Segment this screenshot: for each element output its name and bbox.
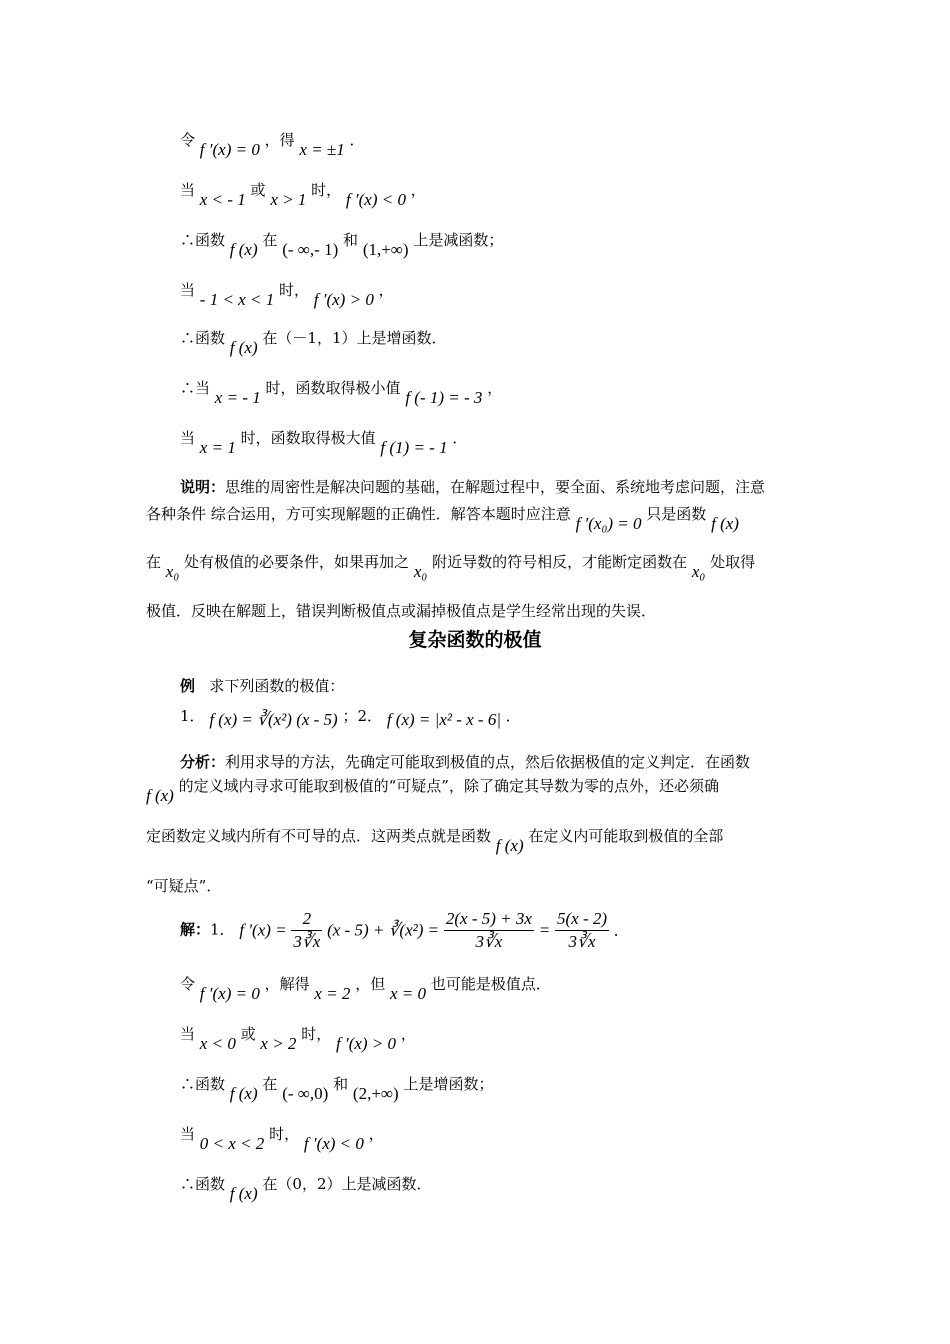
text: 上是减函数； [413,231,504,249]
formula: (x - 5) + ∛(x²) = [327,920,440,940]
text: ， [368,1125,384,1143]
text: ， [410,181,426,199]
text: 处取得 [710,553,756,571]
formula: 0 < x < 2 [199,1134,265,1153]
formula: (1,+∞) [362,240,409,259]
denominator: 3∛x [568,932,596,951]
text: 定函数定义域内所有不可导的点．这两类点就是函数 [146,827,492,845]
fraction-1 [291,908,322,953]
text-line-2 [180,180,426,209]
formula: f (x) = |x² - x - 6| [386,710,501,729]
formula: x < 0 [199,1034,236,1053]
text: ． [505,707,521,725]
formula: f (x) [229,1184,258,1203]
text: 在（－1，1）上是增函数． [262,329,447,347]
formula: x < - 1 [199,190,246,209]
text: 利用求导的方法，先确定可能取到极值的点，然后依据极值的定义判定．在函数 [225,753,751,771]
note-label: 说明： [180,478,226,496]
text: ∴当 [180,379,211,397]
formula: (- ∞,- 1) [282,240,339,259]
formula: f ′(x) < 0 [345,190,406,209]
text: 在 [262,1075,278,1093]
text-line-12 [180,1174,432,1203]
formula: f ′(x) = [239,920,287,940]
formula: f ′(x) > 0 [336,1034,397,1053]
formula: f (x) [711,514,739,533]
text: 也可能是极值点． [430,975,551,993]
text: 只是函数 [646,505,707,523]
text: 和 [343,231,359,249]
text: 附近导数的符号相反，才能断定函数在 [432,553,688,571]
text: 时， [301,1025,332,1043]
formula: f ′(x₀) = 0 [575,514,642,533]
text: “可疑点”． [146,877,222,895]
text: 和 [333,1075,349,1093]
formula: x = 0 [390,984,427,1003]
formula: f (x) [495,836,524,855]
formula: f (1) = - 1 [380,438,448,457]
text: 令 [180,131,196,149]
text: 时， [269,1125,300,1143]
text: 时，函数取得极小值 [265,379,401,397]
text: 或 [240,1025,256,1043]
numerator: 2 [291,908,322,931]
text: ∴函数 [180,329,226,347]
formula: x = ±1 [299,140,345,159]
solution-line [180,908,629,953]
text: 1． [180,707,205,725]
formula: x > 2 [260,1034,297,1053]
text: ，得 [264,131,295,149]
text: ，解得 [264,975,310,993]
text-line-10 [180,1074,494,1103]
text-line-5 [180,328,447,357]
text: 在（0，2）上是减函数． [262,1175,432,1193]
text: 时， [311,181,342,199]
text: 令 [180,975,196,993]
text: 的定义域内寻求可能取到极值的“可疑点”，除了确定其导数为零的点外，还必须确 [178,777,719,795]
formula: (2,+∞) [352,1084,399,1103]
text: 各种条件 综合运用，方可实现解题的正确性．解答本题时应注意 [146,505,571,523]
formula: = [538,920,551,940]
solution-label: 解： [180,920,211,939]
formula: f (x) [229,1084,258,1103]
denominator: 3∛x [293,932,321,951]
text: 在 [146,553,162,571]
text: ， [487,379,503,397]
text: 求下列函数的极值： [209,677,345,695]
formula: x = 1 [199,438,236,457]
analysis-line-2 [146,776,719,805]
text: ，但 [355,975,386,993]
text: 思维的周密性是解决问题的基础，在解题过程中，要全面、系统地考虑问题，注意 [225,478,766,496]
formula: f ′(x) < 0 [303,1134,364,1153]
formula: f (x) = ∛(x²) (x - 5) [209,710,338,729]
text: ． [349,131,365,149]
note-line-3 [146,552,756,581]
text: ∴函数 [180,1075,226,1093]
text: 时，函数取得极大值 [240,429,376,447]
text: 当 [180,429,196,447]
formula: x₀ [413,562,428,581]
text: 在 [262,231,278,249]
fraction-2 [444,908,534,953]
denominator: 3∛x [475,932,503,951]
fraction-3 [555,908,609,953]
example-line [180,676,344,696]
formula: f ′(x) = 0 [199,140,260,159]
analysis-label: 分析： [180,753,226,771]
text: 上是增函数； [403,1075,494,1093]
numerator: 5(x - 2) [555,908,609,931]
formula: f ′(x) > 0 [313,290,374,309]
text: ． [613,921,629,940]
note-line-4 [146,601,656,621]
text: ， [378,281,394,299]
text: ；2． [342,707,383,725]
text: 在定义内可能取到极值的全部 [528,827,724,845]
text: 当 [180,1025,196,1043]
text-line-3 [180,230,504,259]
example-problems [180,706,521,729]
formula: f (x) [146,786,174,805]
analysis-line-1 [180,752,750,772]
text-line-11 [180,1124,384,1153]
text: 处有极值的必要条件，如果再加之 [184,553,410,571]
text: 当 [180,1125,196,1143]
formula: x > 1 [270,190,307,209]
formula: - 1 < x < 1 [199,290,275,309]
text: 极值．反映在解题上，错误判断极值点或漏掉极值点是学生经常出现的失误． [146,602,657,620]
text-line-1 [180,130,365,159]
note-line-2 [146,504,739,533]
formula: x = - 1 [214,388,261,407]
text-line-4 [180,280,394,309]
formula: f (x) [229,338,258,357]
note-line-1 [180,477,765,497]
formula: (- ∞,0) [282,1084,329,1103]
analysis-line-3 [146,826,724,855]
text-line-7 [180,428,468,457]
formula: f (- 1) = - 3 [405,388,483,407]
numerator: 2(x - 5) + 3x [444,908,534,931]
formula: x₀ [165,562,180,581]
text: ． [452,429,468,447]
text-line-8 [180,974,551,1003]
formula: x = 2 [314,984,351,1003]
text: 当 [180,181,196,199]
text-line-6 [180,378,503,407]
section-title: 复杂函数的极值 [408,629,542,651]
formula: f ′(x) = 0 [199,984,260,1003]
text: ∴函数 [180,1175,226,1193]
formula: f (x) [229,240,258,259]
example-label: 例 [180,677,196,695]
formula: x₀ [691,562,706,581]
text: 1． [210,920,235,939]
text: ， [400,1025,416,1043]
text: 或 [250,181,266,199]
analysis-line-4 [146,876,221,896]
text: 时， [278,281,309,299]
text: ∴函数 [180,231,226,249]
text-line-9 [180,1024,416,1053]
text: 当 [180,281,196,299]
